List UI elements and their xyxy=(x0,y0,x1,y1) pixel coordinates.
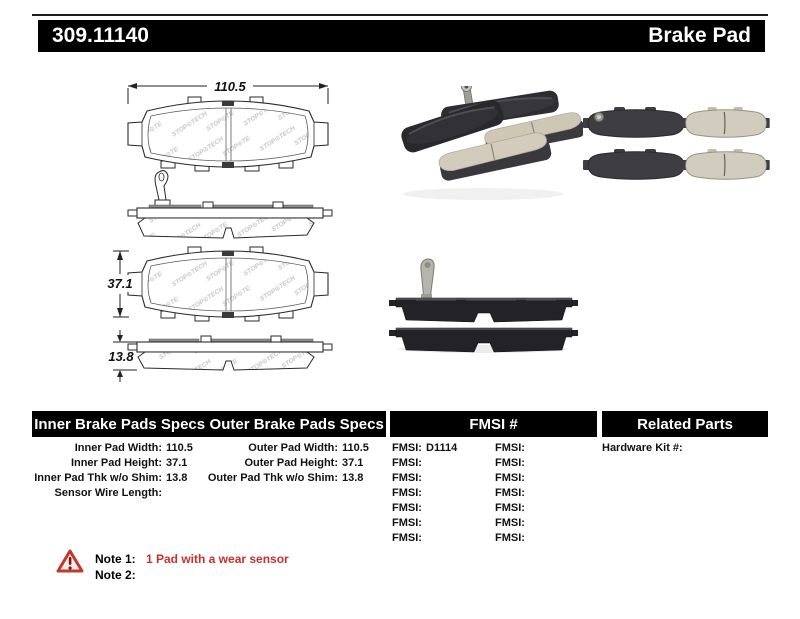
table-row xyxy=(392,441,487,456)
fmsi-label: FMSI: xyxy=(495,517,525,529)
dimension-width-label: 110.5 xyxy=(214,79,246,94)
table-row xyxy=(495,501,590,516)
fmsi-label: FMSI: xyxy=(495,442,525,454)
table-row xyxy=(495,456,590,471)
table-row xyxy=(602,441,762,456)
note1-label: Note 1: xyxy=(95,552,136,566)
table-row xyxy=(392,531,487,546)
header-bar xyxy=(38,20,765,52)
pad-side-view-with-sensor xyxy=(128,171,332,238)
fmsi-column-2 xyxy=(495,441,590,546)
fmsi-header-bar xyxy=(390,411,597,437)
part-number: 309.11140 xyxy=(52,24,149,47)
table-row xyxy=(392,456,487,471)
fmsi-label: FMSI: xyxy=(392,457,422,469)
dimension-thickness-label: 13.8 xyxy=(108,349,134,364)
spec-label: Outer Pad Width: xyxy=(248,442,338,454)
table-row xyxy=(392,471,487,486)
spec-label: Outer Pad Thk w/o Shim: xyxy=(207,472,338,484)
table-row xyxy=(392,516,487,531)
fmsi-label: FMSI: xyxy=(392,517,422,529)
pad-edge-view xyxy=(128,336,332,370)
related-label: Hardware Kit #: xyxy=(602,442,683,454)
spec-label: Outer Pad Height: xyxy=(244,457,338,469)
table-row xyxy=(205,456,380,471)
spec-label: Inner Pad Width: xyxy=(74,442,162,454)
spec-value: 37.1 xyxy=(166,457,188,469)
fmsi-title: FMSI # xyxy=(469,415,518,433)
top-rule xyxy=(32,14,768,16)
spec-label: Inner Pad Thk w/o Shim: xyxy=(34,472,162,484)
dimension-height-label: 37.1 xyxy=(107,276,133,291)
product-title: Brake Pad xyxy=(648,24,751,47)
fmsi-label: FMSI: xyxy=(495,502,525,514)
specs-header-bar xyxy=(32,411,386,437)
table-row xyxy=(495,471,590,486)
photo-pads-edge xyxy=(388,248,578,353)
photo-pads-flat xyxy=(580,98,772,190)
outer-specs-title: Outer Brake Pads Specs xyxy=(209,415,384,433)
spec-label: Inner Pad Height: xyxy=(70,457,162,469)
dark-pad-flat xyxy=(583,107,687,137)
pad-front-view xyxy=(128,247,328,321)
note1-text: 1 Pad with a wear sensor xyxy=(146,552,289,566)
fmsi-label: FMSI: xyxy=(392,472,422,484)
pad-edge-dark xyxy=(389,298,578,322)
spec-value: 37.1 xyxy=(342,457,364,469)
table-row xyxy=(205,471,380,486)
table-row xyxy=(30,456,205,471)
spec-value: 110.5 xyxy=(342,442,369,454)
fmsi-label: FMSI: xyxy=(392,442,422,454)
table-row xyxy=(495,486,590,501)
table-row xyxy=(30,471,205,486)
fmsi-value: D1114 xyxy=(426,442,458,454)
ceramic-pad-flat xyxy=(681,149,769,179)
table-row xyxy=(30,441,205,456)
warning-icon xyxy=(56,549,84,574)
fmsi-label: FMSI: xyxy=(392,502,422,514)
spec-value: 13.8 xyxy=(166,472,188,484)
related-title: Related Parts xyxy=(637,415,733,433)
fmsi-column-1 xyxy=(392,441,487,546)
spec-value: 13.8 xyxy=(342,472,364,484)
fmsi-label: FMSI: xyxy=(495,532,525,544)
table-row xyxy=(495,441,590,456)
spec-label: Sensor Wire Length: xyxy=(54,487,162,499)
pad-outline-view xyxy=(128,97,328,171)
fmsi-label: FMSI: xyxy=(495,487,525,499)
ceramic-pad-flat xyxy=(681,107,769,137)
table-row xyxy=(392,486,487,501)
photo-pads-perspective xyxy=(393,86,583,206)
outer-specs-column xyxy=(205,441,380,486)
fmsi-label: FMSI: xyxy=(495,457,525,469)
fmsi-label: FMSI: xyxy=(392,487,422,499)
table-row xyxy=(392,501,487,516)
inner-specs-title: Inner Brake Pads Specs xyxy=(34,415,206,433)
related-header-bar xyxy=(602,411,768,437)
dark-pad-flat xyxy=(583,149,687,179)
note2-label: Note 2: xyxy=(95,568,136,582)
technical-drawing xyxy=(45,64,355,384)
table-row xyxy=(30,486,205,501)
table-row xyxy=(495,516,590,531)
table-row xyxy=(495,531,590,546)
fmsi-label: FMSI: xyxy=(495,472,525,484)
spec-value: 110.5 xyxy=(166,442,193,454)
related-parts-column xyxy=(602,441,762,456)
table-row xyxy=(205,441,380,456)
fmsi-label: FMSI: xyxy=(392,532,422,544)
inner-specs-column xyxy=(30,441,205,501)
wear-sensor-clip xyxy=(421,259,434,303)
